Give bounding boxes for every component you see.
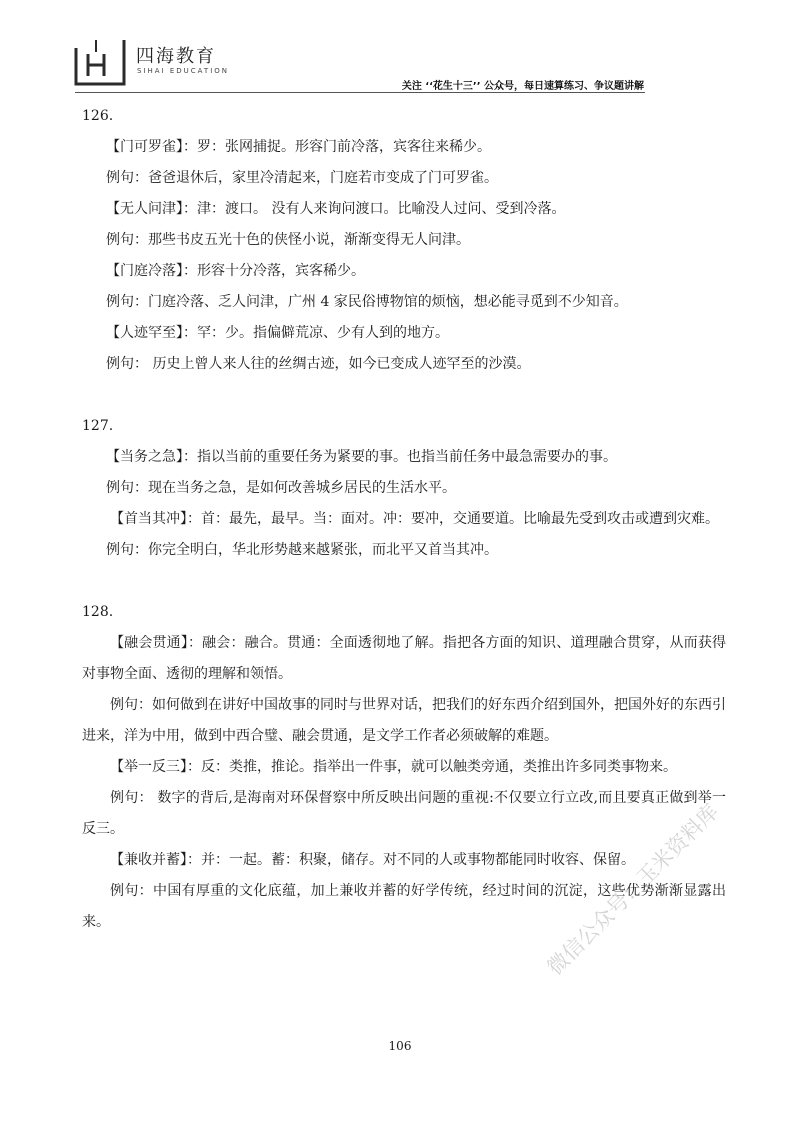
example-sentence: 例句：中国有厚重的文化底蕴，加上兼收并蓄的好学传统，经过时间的沉淀，这些优势渐渐显露出来。: [82, 883, 726, 930]
idiom-entry: 【当务之急】：指以当前的重要任务为紧要的事。也指当前任务中最急需要办的事。: [106, 449, 617, 465]
logo-subtitle: SIHAI EDUCATION: [137, 67, 230, 75]
logo-text: 四海教育: [136, 46, 216, 67]
idiom-entry: 【门可罗雀】：罗：张网捕捉。形容门前冷落，宾客往来稀少。: [106, 139, 491, 155]
page-header: [0, 0, 800, 100]
example-sentence: 例句：如何做到在讲好中国故事的同时与世界对话，把我们的好东西介绍到国外，把国外好的东西引进来，洋为中用，做到中西合璧、融会贯通，是文学工作者必须破解的难题。: [82, 697, 726, 744]
idiom-entry: 【人迹罕至】：罕：少。指偏僻荒凉、少有人到的地方。: [106, 325, 449, 341]
idiom-entry: 【举一反三】：反：类推，推论。指举出一件事，就可以触类旁通，类推出许多同类事物来。: [110, 759, 677, 775]
section-number: 126.: [82, 108, 114, 124]
section-126: [82, 101, 726, 380]
idiom-entry: 【首当其冲】：首：最先，最早。当：面对。冲：要冲，交通要道。比喻最先受到攻击或遭到灾难。: [110, 511, 719, 527]
header-note: 关注 ‘‘花生十三’’ 公众号，每日速算练习、争议题讲解: [401, 81, 644, 92]
example-sentence: 例句：那些书皮五光十色的侠怪小说，渐渐变得无人问津。: [106, 232, 470, 248]
spacer: [82, 566, 726, 597]
example-sentence: 例句：爸爸退休后，家里冷清起来，门庭若市变成了门可罗雀。: [106, 170, 498, 186]
sihai-logo-icon: [74, 38, 126, 86]
example-sentence: 例句：门庭冷落、乏人问津，广州 4 家民俗博物馆的烦恼，想必能寻觅到不少知音。: [106, 294, 628, 310]
idiom-entry: 【无人问津】：津：渡口。 没有人来询问渡口。比喻没人过问、受到冷落。: [106, 201, 566, 217]
header-divider: [75, 92, 645, 93]
idiom-entry: 【融会贯通】：融会：融合。贯通：全面透彻地了解。指把各方面的知识、道理融合贯穿，从而获得对事物全面、透彻的理解和领悟。: [82, 635, 726, 682]
section-number: 127.: [82, 418, 114, 434]
example-sentence: 例句：现在当务之急，是如何改善城乡居民的生活水平。: [106, 480, 456, 496]
example-sentence: 例句：你完全明白，华北形势越来越紧张，而北平又首当其冲。: [106, 542, 498, 558]
example-sentence: 例句： 历史上曾人来人往的丝绸古迹，如今已变成人迹罕至的沙漠。: [106, 356, 531, 372]
document-body: [82, 101, 726, 938]
section-number: 128.: [82, 604, 114, 620]
section-127: [82, 411, 726, 566]
spacer: [82, 380, 726, 411]
idiom-entry: 【兼收并蓄】：并：一起。蓄：积聚，储存。对不同的人或事物都能同时收容、保留。: [110, 852, 635, 868]
example-sentence: 例句： 数字的背后,是海南对环保督察中所反映出问题的重视:不仅要立行立改,而且要真正做到举一反三。: [82, 790, 726, 837]
page-number: 106: [388, 1039, 412, 1053]
watermark: 微信公众号：玉米资料库: [542, 799, 724, 980]
idiom-entry: 【门庭冷落】：形容十分冷落，宾客稀少。: [106, 263, 365, 279]
